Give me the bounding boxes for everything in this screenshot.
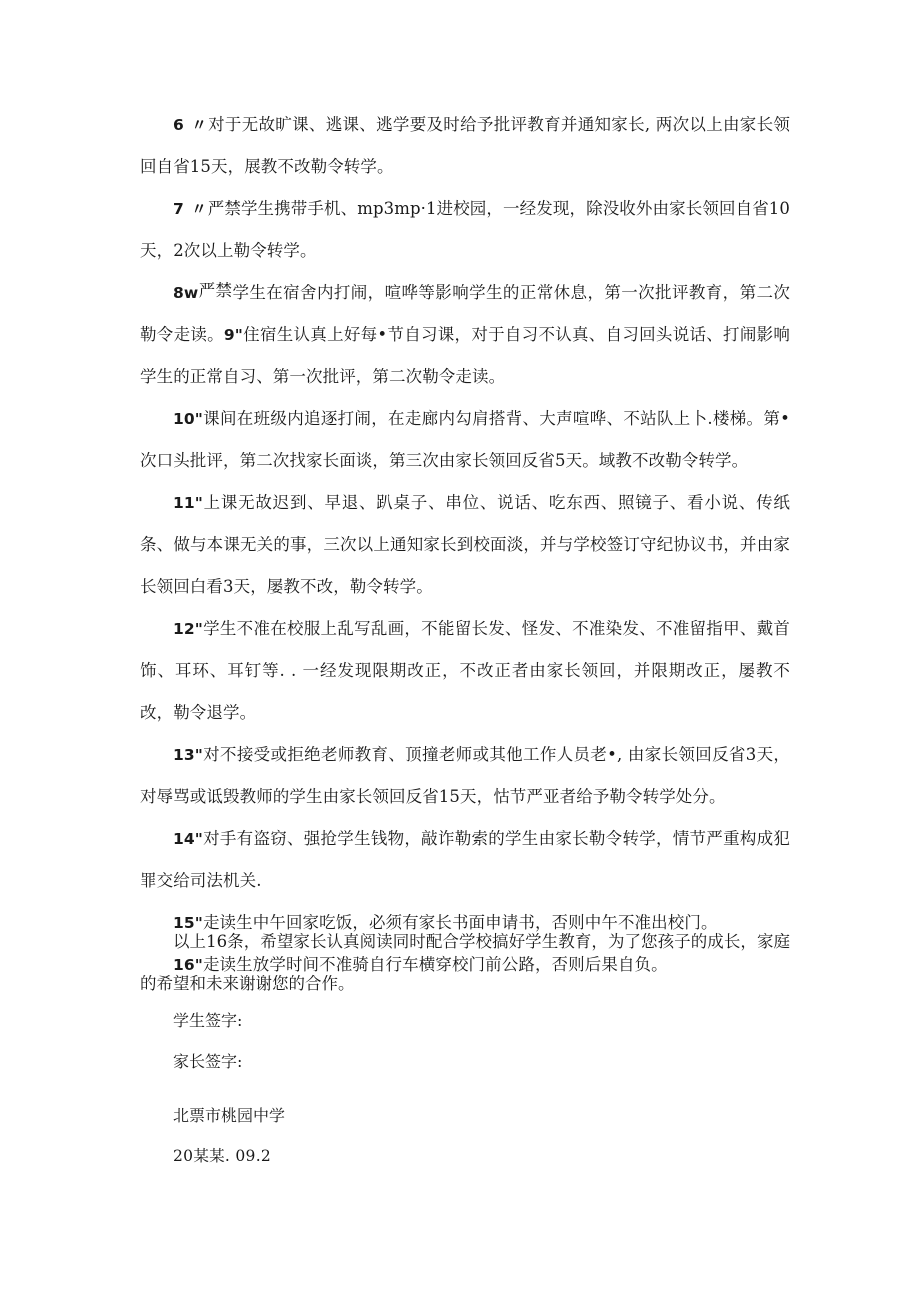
rule-marker-10: 10" bbox=[173, 410, 203, 428]
rule-marker-15: 15" bbox=[173, 914, 203, 932]
rule-marker-6: 6 〃 bbox=[173, 116, 209, 134]
document-date: 20某某. 09.2 bbox=[173, 1147, 272, 1165]
rule-marker-7: 7 〃 bbox=[173, 200, 208, 218]
rule-item-10 bbox=[140, 398, 790, 482]
rule-item-7 bbox=[140, 188, 790, 272]
school-name: 北票市桃园中学 bbox=[173, 1106, 286, 1125]
rule-text-9: 住宿生认真上好每•节自习课，对于自习不认真、自习回头说话、打闹影响学生的正常自习、第一次批评，第二次勒令走读。 bbox=[140, 325, 791, 386]
rule-marker-12: 12" bbox=[173, 620, 203, 638]
rule-marker-8-suffix: 严禁 bbox=[198, 281, 233, 300]
rule-text-13: 对不接受或拒绝老师教育、顶撞老师或其他工作人员老•, 由家长领回反省3天，对辱骂或诋毁教师的学生由家长领回反省15天，怙节严亚者给予勒令转学处分。 bbox=[140, 745, 790, 806]
rule-item-8-and-9 bbox=[140, 272, 790, 398]
rule-text-8: 学生在宿舍内打闹，喧哗等影响学生的正常休息，第一次批评教育，第二次勒令走读。 bbox=[140, 283, 790, 344]
parent-signature-label: 家长签字: bbox=[173, 1052, 243, 1071]
rule-item-6 bbox=[140, 104, 790, 188]
rule-text-14: 对手有盗窃、强抢学生钱物，敲诈勒索的学生由家长勒令转学，情节严重构成犯罪交给司法机关. bbox=[140, 829, 790, 890]
rule-item-11 bbox=[140, 482, 790, 608]
rule-marker-11: 11" bbox=[173, 494, 203, 512]
rule-item-13 bbox=[140, 734, 790, 818]
rule-text-6: 对于无故旷课、逃课、逃学要及时给予批评教育并通知家长, 两次以上由家长领回自省15天，展教不改勒令转学。 bbox=[140, 115, 791, 176]
rule-text-12: 学生不准在校服上乱写乱画，不能留长发、怪发、不准染发、不准留指甲、戴首饰、耳环、耳钉等. . 一经发现限期改正，不改正者由家长领回，并限期改正，屡教不改，勒令退学。 bbox=[140, 619, 790, 722]
rule-marker-14: 14" bbox=[173, 830, 203, 848]
rule-text-10: 课间在班级内追逐打闹，在走廊内勾肩搭背、大声喧哗、不站队上卜.楼梯。第•次口头批评，第二次找家长面谈，第三次由家长领回反省5天。域教不改勒令转学。 bbox=[140, 409, 790, 470]
rule-text-15: 走读生中午回家吃饭，必须有家长书面申请书，否则中午不准出校门。 bbox=[202, 913, 718, 932]
signature-block bbox=[173, 1000, 773, 1177]
closing-paragraph: 以上16条，希望家长认真阅读同时配合学校搞好学生教育，为了您孩子的成长，家庭的希望和未来谢谢您的合作。 bbox=[140, 932, 790, 993]
closing-block bbox=[140, 921, 790, 1005]
rule-text-11: 上课无故迟到、早退、趴桌子、串位、说话、吃东西、照镜子、看小说、传纸条、做与本课无关的事，三次以上通知家长到校面淡，并与学校签订守纪协议书，并由家长领回白看3天，屡教不改，勒令转学。 bbox=[140, 493, 790, 596]
rule-marker-13: 13" bbox=[173, 746, 203, 764]
student-signature-label: 学生签字: bbox=[173, 1011, 243, 1030]
rule-marker-16: 16" bbox=[173, 956, 203, 974]
rule-marker-9: 9" bbox=[223, 326, 243, 344]
signature-spacer bbox=[173, 1082, 773, 1095]
rule-text-16: 走读生放学时间不准骑自行车横穿校门前公路，否则后果自负。 bbox=[202, 955, 668, 974]
rule-marker-8: 8w bbox=[173, 284, 199, 302]
rule-text-7: 严禁学生携带手机、mp3mp·1进校园，一经发现，除没收外由家长领回自省10天，2次以上勒令转学。 bbox=[140, 199, 791, 260]
rule-item-12 bbox=[140, 608, 790, 734]
rule-item-14 bbox=[140, 818, 790, 902]
rules-list bbox=[140, 104, 790, 986]
